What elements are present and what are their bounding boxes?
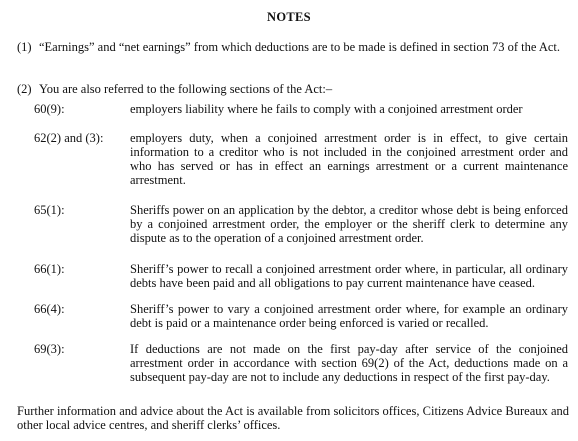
note-1-text: “Earnings” and “net earnings” from which deductions are to be made is defined in section 73 of the Act. xyxy=(39,40,561,54)
section-ref: 60(9): xyxy=(34,102,65,116)
note-2 xyxy=(17,82,569,96)
section-ref: 66(4): xyxy=(34,302,65,316)
section-text: employers duty, when a conjoined arrestment order is in effect, to give certain information to a creditor who is not included in the conjoined arrestment order and who has served or has in effect an earnings arrestment or a current maintenance arrestment. xyxy=(130,131,568,187)
section-text: Sheriff’s power to vary a conjoined arrestment order where, for example an ordinary debt is paid or a maintenance order being enforced is varied or recalled. xyxy=(130,302,568,330)
footer-text: Further information and advice about the Act is available from solicitors offices, Citizens Advice Bureaux and other local advice centres, and sheriff clerks’ offices. xyxy=(17,404,569,432)
section-text: Sheriff’s power to recall a conjoined arrestment order where, in particular, all ordinary debts have been paid and all obligations to pay current maintenance have ceased. xyxy=(130,262,568,290)
note-2-text: You are also referred to the following sections of the Act:– xyxy=(39,82,333,96)
section-ref: 62(2) and (3): xyxy=(34,131,104,145)
note-2-number: (2) xyxy=(17,82,32,96)
section-ref: 65(1): xyxy=(34,203,65,217)
note-1 xyxy=(17,40,569,54)
section-text: Sheriffs power on an application by the debtor, a creditor whose debt is being enforced by a conjoined arrestment order, the employer or the sheriff clerk to determine any dispute as to the operation of a conjoined arrestment order. xyxy=(130,203,568,245)
section-text: If deductions are not made on the first pay-day after service of the conjoined arrestment order in accordance with section 69(2) of the Act, deductions made on a subsequent pay-day are not to include any deductions in respect of the first pay-day. xyxy=(130,342,568,384)
section-ref: 69(3): xyxy=(34,342,65,356)
note-1-number: (1) xyxy=(17,40,32,54)
page-title: NOTES xyxy=(267,10,311,24)
section-ref: 66(1): xyxy=(34,262,65,276)
section-text: employers liability where he fails to comply with a conjoined arrestment order xyxy=(130,102,523,116)
